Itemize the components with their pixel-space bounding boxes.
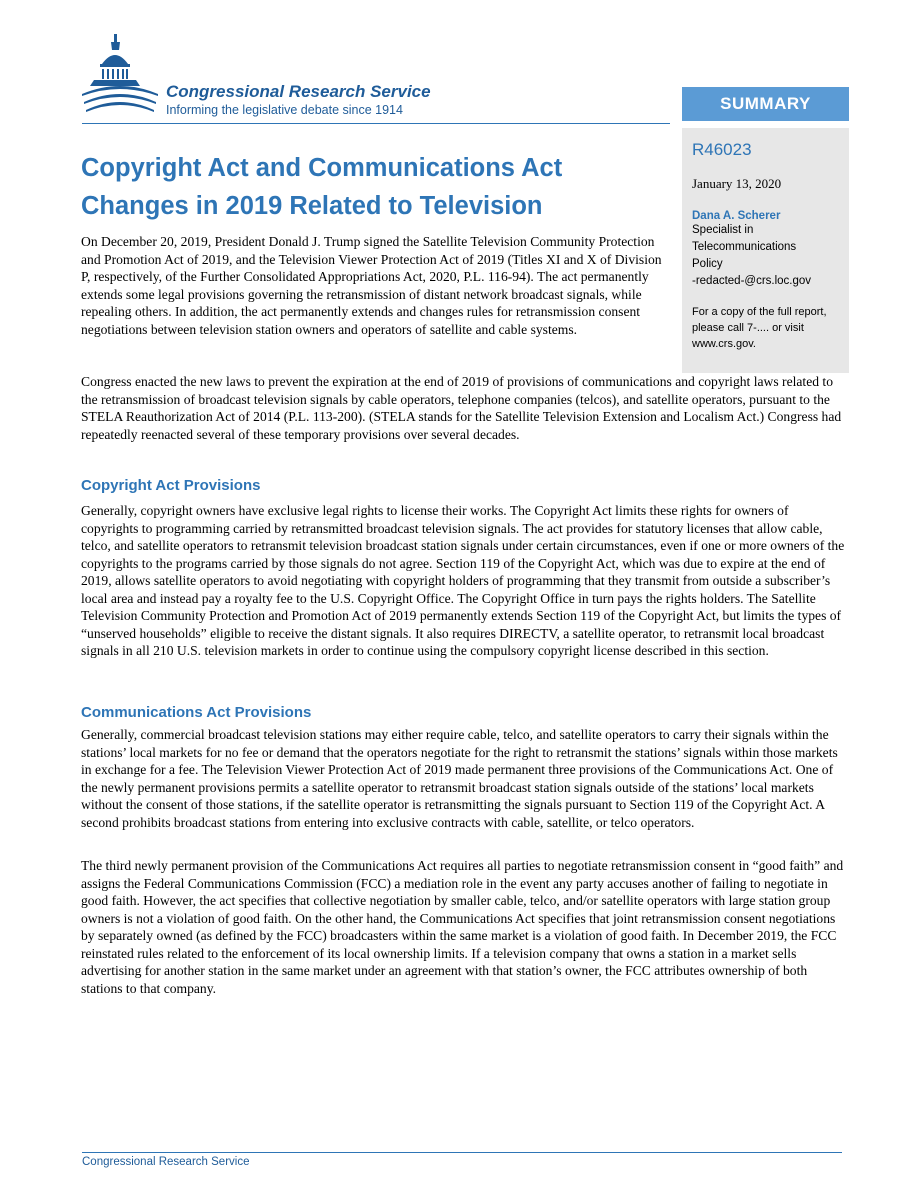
header-divider bbox=[82, 123, 670, 124]
intro-paragraph: On December 20, 2019, President Donald J. Trump signed the Satellite Television Community Protection and Promotion Act of 2019, and the Television Viewer Protection Act of 2019 (Titles XI and X of Division P, respectively, of the Further Consolidated Appropriations Act, 2020, P.L. 116-94). The act permanently extends some legal provisions governing the retransmission of distant network broadcast signals, while repealing others. In addition, the act permanently extends and changes rules for retransmission consent negotiations between television station owners and operators of satellite and cable systems. bbox=[81, 234, 662, 337]
report-id: R46023 bbox=[692, 140, 752, 159]
copy-note: For a copy of the full report, please call 7-.... or visit www.crs.gov. bbox=[692, 306, 827, 350]
footer-label: Congressional Research Service bbox=[82, 1156, 250, 1168]
report-date: January 13, 2020 bbox=[692, 176, 782, 191]
copyright-paragraph: Generally, copyright owners have exclusive legal rights to license their works. The Copyright Act limits these rights for owners of copyrights to programming carried by retransmitted broadcast television signals. The act provides for statutory licenses that allow cable, telco, and satellite operators to retransmit television broadcast station signals under certain circumstances, even if one or more owners of the copyrights to the programs carried by those signals do not agree. Section 119 of the Copyright Act, which was due to expire at the end of 2019, allows satellite operators to avoid negotiating with copyright holders of programming that they transmit from outside a subscriber’s local area and instead pay a royalty fee to the U.S. Copyright Office. The Copyright Office in turn pays the rights holders. The Satellite Television Community Protection and Promotion Act of 2019 permanently extends Section 119 of the Copyright Act, but limits the types of “unserved households” eligible to receive the distant signals. It also requires DIRECTV, a satellite operator, to retransmit local broadcast signals in all 210 U.S. television markets in order to continue using the compulsory copyright license described in this section. bbox=[81, 503, 845, 658]
copyright-section-heading: Copyright Act Provisions bbox=[81, 477, 261, 494]
communications-paragraph-1: Generally, commercial broadcast television stations may either require cable, telco, and satellite operators to carry their signals within the stations’ local markets for no fee or demand that the operators negotiate for the right to retransmit the stations’ signals within those markets in exchange for a fee. The Television Viewer Protection Act of 2019 made permanent three provisions of the Communications Act. One of the newly permanent provisions permits a satellite operator to retransmit broadcast station signals outside of the stations’ local markets without the consent of those stations, if the satellite operator is retransmitting the signals pursuant to Section 119 of the Copyright Act. A second prohibits broadcast stations from entering into exclusive contracts with cable, satellite, or telco operators. bbox=[81, 727, 838, 830]
communications-paragraph-2: The third newly permanent provision of the Communications Act requires all parties to negotiate retransmission consent in “good faith” and assigns the Federal Communications Commission (FCC) a mediation role in the event any party accuses another of failing to negotiate in good faith. However, the act specifies that collective negotiation by smaller cable, telco, and/or satellite operators with large station group owners is not a violation of good faith. On the other hand, the Communications Act specifies that joint retransmission consent negotiations by separately owned (as defined by the FCC) broadcasters within the same market is a violation of good faith. In December 2019, the FCC reinstated rules related to the enforcement of its local ownership limits. If a television company that owns a station in a market sells advertising for another station in the same market under an agreement with that station’s owner, the FCC attributes ownership of both stations to that company. bbox=[81, 858, 844, 996]
summary-sidebar bbox=[682, 128, 849, 373]
org-name: Congressional Research Service bbox=[166, 82, 431, 101]
congress-paragraph: Congress enacted the new laws to prevent the expiration at the end of 2019 of provisions of communications and copyright laws related to the retransmission of broadcast television signals by cable operators, telephone companies (telcos), and satellite operators, pursuant to the STELA Reauthorization Act of 2014 (P.L. 113-200). (STELA stands for the Satellite Television Extension and Localism Act.) Congress had repeatedly reenacted several of these temporary provisions over several decades. bbox=[81, 374, 842, 442]
author-title-line: Telecommunications bbox=[692, 241, 797, 253]
author-name: Dana A. Scherer bbox=[692, 210, 781, 222]
summary-label: SUMMARY bbox=[682, 87, 849, 121]
communications-section-heading: Communications Act Provisions bbox=[81, 704, 312, 721]
org-tagline: Informing the legislative debate since 1914 bbox=[166, 103, 403, 117]
author-email: -redacted-@crs.loc.gov bbox=[692, 275, 812, 287]
author-title-line: Policy bbox=[692, 258, 723, 270]
author-title-line: Specialist in bbox=[692, 224, 754, 236]
footer-divider bbox=[82, 1152, 842, 1153]
document-title: Copyright Act and Communications Act Changes in 2019 Related to Television bbox=[81, 154, 563, 220]
